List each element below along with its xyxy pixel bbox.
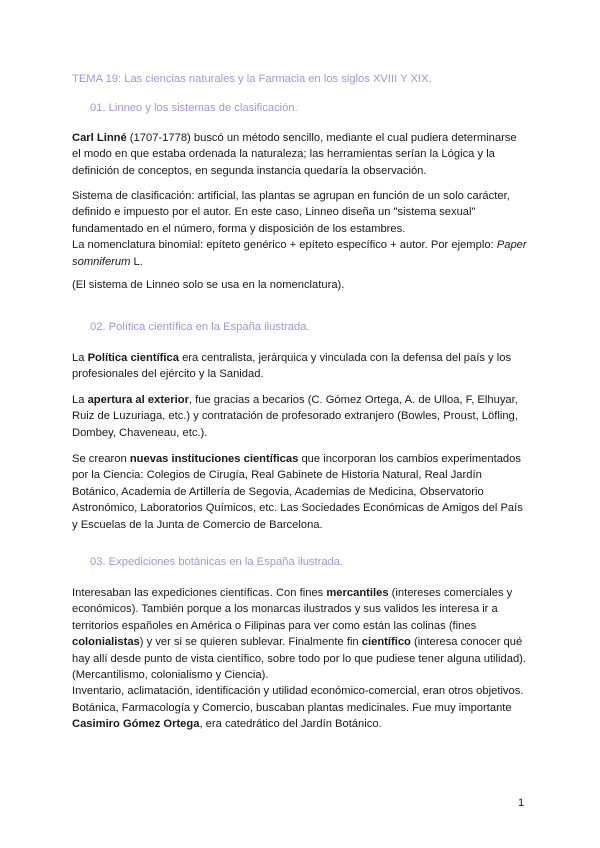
section-heading-2: 02. Política científica en la España ilustrada. xyxy=(90,321,310,333)
paragraph-classification xyxy=(72,188,528,270)
section-heading-3: 03. Expediciones botánicas en la España ilustrada. xyxy=(90,556,344,568)
body-text: Interesaban las expediciones científicas. Con fines xyxy=(72,587,327,599)
paragraph-note: (El sistema de Linneo solo se usa en la nomenclatura). xyxy=(72,279,345,291)
page-number: 1 xyxy=(518,797,525,809)
body-text: (1707-1778) buscó un método sencillo, mediante el cual pudiera determinarse el modo en que estaba ordenada la naturaleza; las herramientas serían la Lógica y la definición de conceptos, en segunda instancia quedaría la observación. xyxy=(72,132,517,177)
paragraph-expediciones xyxy=(72,585,528,733)
body-text: era centralista, jerárquica y vinculada con la defensa del país y los profesionales del ejército y la Sanidad. xyxy=(72,352,512,381)
paragraph-instituciones xyxy=(72,451,528,533)
body-text: Inventario, aclimatación, identificación y utilidad económico-comercial, eran otros objetivos. Botánica, Farmacología y Comercio, buscaban plantas medicinales. Fue muy importante xyxy=(72,685,524,714)
bold-text: Política científica xyxy=(87,352,179,364)
bold-text: científico xyxy=(361,636,411,649)
paragraph-apertura xyxy=(72,392,528,441)
body-text: ) y ver si se quieren sublevar. Finalmente fin xyxy=(139,636,362,649)
body-text: La xyxy=(72,352,88,364)
body-text: (intereses comerciales y económicos). También porque a los monarcas ilustrados y sus validos les interesa ir a territorios españoles en América o Filipinas para ver como están las colinas (fines xyxy=(72,587,513,632)
bold-text: nuevas instituciones científicas xyxy=(129,453,299,465)
bold-text: Casimiro Gómez Ortega xyxy=(72,718,200,731)
body-text: , era catedrático del Jardín Botánico. xyxy=(199,718,382,731)
body-text: L. xyxy=(130,255,143,268)
section-heading-1: 01. Linneo y los sistemas de clasificación. xyxy=(90,102,298,114)
body-text: que incorporan los cambios experimentados por la Ciencia: Colegios de Cirugía, Real Gabinete de Historia Natural, Real Jardín Botánico, Academia de Artillería de Segovia, Academias de Medicina, Observatorio Astronómico, Laboratorios Químicos, etc. Las Sociedades Económicas de Amigos del País y Escuelas de la Junta de Comercio de Barcelona. xyxy=(72,453,523,531)
body-text: Sistema de clasificación: artificial, las plantas se agrupan en función de un solo carácter, definido e impuesto por el autor. En este caso, Linneo diseña un "sistema sexual" fundamentado en el número, forma y disposición de los estambres. xyxy=(72,190,510,235)
italic-text: Paper somniferum xyxy=(72,239,527,268)
paragraph-linne xyxy=(72,130,528,179)
bold-text: colonialistas xyxy=(72,636,140,649)
bold-text: apertura al exterior xyxy=(87,394,189,406)
body-text: , fue gracias a becarios (C. Gómez Ortega, A. de Ulloa, F, Elhuyar, Ruiz de Luzuriaga, etc.) y contratación de profesorado extranjero (Bowles, Proust, Löfling, Dombey, Chaveneau, etc.). xyxy=(72,394,518,439)
paragraph-politica xyxy=(72,350,528,383)
bold-text: Carl Linné xyxy=(72,132,127,144)
body-text: Se crearon xyxy=(72,453,130,465)
body-text: (interesa conocer qué hay allí desde punto de vista científico, sobre todo por lo que pudiese tener alguna utilidad). (Mercantilismo, colonialismo y Ciencia). xyxy=(72,636,527,682)
bold-text: mercantiles xyxy=(326,587,389,599)
body-text: La xyxy=(72,394,88,406)
body-text: La nomenclatura binomial: epíteto genérico + epíteto específico + autor. Por ejemplo: xyxy=(72,239,497,252)
document-title: TEMA 19: Las ciencias naturales y la Farmacia en los siglos XVIII Y XIX. xyxy=(72,73,432,85)
